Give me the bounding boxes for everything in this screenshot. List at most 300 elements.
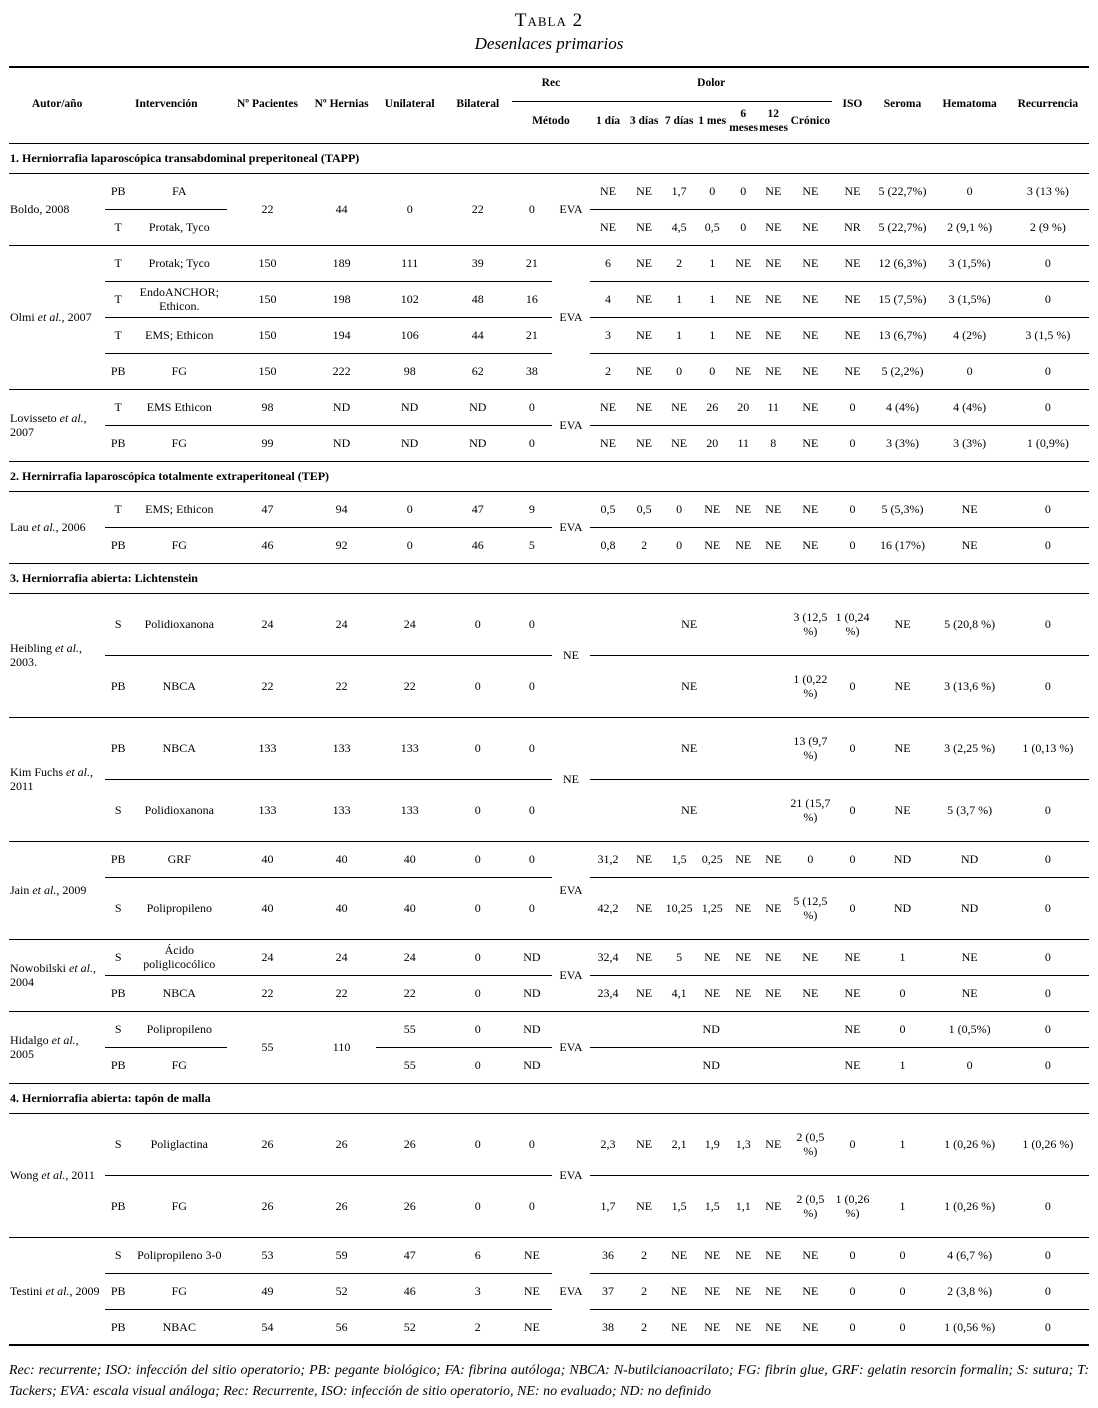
cell-value: 1 (0,24 %): [832, 593, 872, 655]
cell-value: 8: [758, 425, 788, 461]
cell-value: ND: [590, 1047, 832, 1083]
cell-value: NE: [590, 173, 626, 209]
cell-unilateral: 26: [376, 1113, 444, 1175]
cell-tipo: PB: [105, 1273, 131, 1309]
table-row: [9, 353, 1089, 389]
cell-hernias: ND: [308, 389, 376, 425]
cell-value: 2: [590, 353, 626, 389]
cell-unilateral: 55: [376, 1011, 444, 1047]
cell-value: NE: [832, 975, 872, 1011]
cell-value: 1 (0,56 %): [933, 1309, 1007, 1345]
cell-value: 1 (0,22 %): [788, 655, 832, 717]
cell-value: 0: [933, 173, 1007, 209]
cell-tipo: S: [105, 593, 131, 655]
cell-value: NE: [758, 1309, 788, 1345]
cell-pacientes: 53: [227, 1237, 307, 1273]
cell-value: 0: [662, 491, 696, 527]
cell-value: NE: [662, 1309, 696, 1345]
cell-value: 2,3: [590, 1113, 626, 1175]
cell-value: NE: [626, 841, 662, 877]
cell-rec: ND: [512, 975, 552, 1011]
cell-value: 1 (0,26 %): [933, 1113, 1007, 1175]
cell-rec: 0: [512, 425, 552, 461]
cell-bilateral: 48: [444, 281, 512, 317]
cell-value: 0: [728, 173, 758, 209]
cell-rec: 21: [512, 317, 552, 353]
cell-value: 0: [1007, 281, 1089, 317]
cell-value: NE: [832, 1011, 872, 1047]
cell-pacientes: 150: [227, 245, 307, 281]
cell-metodo: EVA: [552, 1113, 590, 1237]
col-header-dolor-1dia: 1 día: [596, 115, 621, 128]
cell-bilateral: 0: [444, 1113, 512, 1175]
cell-value: 1,7: [590, 1175, 626, 1237]
cell-value: 31,2: [590, 841, 626, 877]
cell-value: NE: [728, 527, 758, 563]
cell-tipo: PB: [105, 841, 131, 877]
section-row: [9, 1083, 1089, 1113]
cell-unilateral: 111: [376, 245, 444, 281]
col-header-dolor-6meses: 6 meses: [729, 108, 758, 134]
cell-value: NE: [758, 353, 788, 389]
cell-bilateral: 47: [444, 491, 512, 527]
cell-bilateral: 0: [444, 717, 512, 779]
cell-tipo: PB: [105, 527, 131, 563]
cell-value: NE: [590, 209, 626, 245]
cell-value: NE: [758, 877, 788, 939]
cell-rec: 21: [512, 245, 552, 281]
cell-unilateral: 106: [376, 317, 444, 353]
cell-value: 0: [1007, 593, 1089, 655]
cell-material: NBAC: [131, 1309, 227, 1345]
cell-hernias: 52: [308, 1273, 376, 1309]
cell-unilateral: 0: [376, 527, 444, 563]
cell-bilateral: 0: [444, 975, 512, 1011]
section-heading: 4. Herniorrafia abierta: tapón de malla: [9, 1083, 1089, 1113]
cell-bilateral: 0: [444, 779, 512, 841]
cell-metodo: EVA: [552, 1011, 590, 1083]
cell-material: EMS; Ethicon: [131, 491, 227, 527]
col-group-dolor: Dolor: [590, 67, 832, 101]
cell-value: 0: [832, 1309, 872, 1345]
cell-value: 0: [1007, 975, 1089, 1011]
table-row: [9, 491, 1089, 527]
cell-hernias: 198: [308, 281, 376, 317]
cell-value: 0: [832, 655, 872, 717]
cell-rec: ND: [512, 1047, 552, 1083]
cell-value: NE: [788, 317, 832, 353]
cell-pacientes: 40: [227, 841, 307, 877]
cell-value: 2 (0,5 %): [788, 1175, 832, 1237]
section-row: [9, 143, 1089, 173]
cell-value: 23,4: [590, 975, 626, 1011]
table-row: [9, 1273, 1089, 1309]
cell-pacientes: 98: [227, 389, 307, 425]
cell-bilateral: 0: [444, 1047, 512, 1083]
cell-value: NE: [788, 491, 832, 527]
cell-value: 0: [1007, 1237, 1089, 1273]
table-row: [9, 425, 1089, 461]
cell-value: NE: [696, 975, 728, 1011]
cell-value: NE: [626, 317, 662, 353]
cell-metodo: NE: [552, 593, 590, 717]
cell-tipo: PB: [105, 655, 131, 717]
cell-pacientes: 26: [227, 1113, 307, 1175]
cell-value: NE: [590, 717, 788, 779]
cell-value: NE: [788, 1309, 832, 1345]
cell-value: 5 (22,7%): [872, 209, 932, 245]
cell-unilateral: 22: [376, 975, 444, 1011]
cell-value: NE: [758, 245, 788, 281]
cell-tipo: T: [105, 209, 131, 245]
cell-value: ND: [933, 877, 1007, 939]
cell-bilateral: 0: [444, 655, 512, 717]
section-row: [9, 461, 1089, 491]
cell-tipo: PB: [105, 353, 131, 389]
cell-value: NE: [832, 353, 872, 389]
cell-bilateral: 46: [444, 527, 512, 563]
cell-pacientes: 24: [227, 939, 307, 975]
cell-tipo: T: [105, 389, 131, 425]
cell-value: NE: [728, 1237, 758, 1273]
cell-value: 3: [590, 317, 626, 353]
cell-value: 16 (17%): [872, 527, 932, 563]
cell-value: 15 (7,5%): [872, 281, 932, 317]
cell-material: Polipropileno 3-0: [131, 1237, 227, 1273]
cell-hernias: 22: [308, 655, 376, 717]
cell-unilateral: 133: [376, 779, 444, 841]
cell-value: 0: [832, 841, 872, 877]
cell-material: NBCA: [131, 655, 227, 717]
table-subtitle: Desenlaces primarios: [474, 34, 624, 53]
cell-unilateral: 26: [376, 1175, 444, 1237]
cell-bilateral: 22: [444, 173, 512, 245]
cell-value: NE: [832, 1047, 872, 1083]
cell-value: NE: [788, 353, 832, 389]
cell-value: 38: [590, 1309, 626, 1345]
cell-bilateral: 2: [444, 1309, 512, 1345]
cell-unilateral: 24: [376, 939, 444, 975]
cell-material: FG: [131, 353, 227, 389]
cell-value: 20: [728, 389, 758, 425]
cell-metodo: EVA: [552, 491, 590, 563]
col-header-recurrencia: Recurrencia: [1017, 98, 1079, 111]
cell-author: Boldo, 2008: [9, 173, 105, 245]
cell-value: 11: [758, 389, 788, 425]
cell-material: EndoANCHOR; Ethicon.: [131, 281, 227, 317]
cell-author: Jain et al., 2009: [9, 841, 105, 939]
table-row: [9, 975, 1089, 1011]
cell-unilateral: 52: [376, 1309, 444, 1345]
cell-value: 5 (3,7 %): [933, 779, 1007, 841]
cell-hernias: 194: [308, 317, 376, 353]
cell-value: 4,5: [662, 209, 696, 245]
cell-hernias: 133: [308, 717, 376, 779]
table-row: [9, 1175, 1089, 1237]
table-header: [9, 67, 1089, 143]
cell-unilateral: 47: [376, 1237, 444, 1273]
cell-value: 12 (6,3%): [872, 245, 932, 281]
cell-value: NE: [626, 975, 662, 1011]
section-heading: 1. Herniorrafia laparoscópica transabdominal preperitoneal (TAPP): [9, 143, 1089, 173]
cell-material: Polipropileno: [131, 877, 227, 939]
cell-value: 3 (1,5%): [933, 245, 1007, 281]
cell-value: 3 (2,25 %): [933, 717, 1007, 779]
cell-value: 0,5: [590, 491, 626, 527]
cell-bilateral: 0: [444, 841, 512, 877]
cell-value: NE: [590, 425, 626, 461]
cell-pacientes: 150: [227, 353, 307, 389]
cell-author: Kim Fuchs et al., 2011: [9, 717, 105, 841]
cell-value: 0: [872, 1309, 932, 1345]
cell-rec: NE: [512, 1273, 552, 1309]
cell-hernias: 40: [308, 877, 376, 939]
section-heading: 2. Hernirrafia laparoscópica totalmente extraperitoneal (TEP): [9, 461, 1089, 491]
cell-value: NE: [788, 389, 832, 425]
cell-rec: 0: [512, 1113, 552, 1175]
cell-pacientes: 55: [227, 1011, 307, 1083]
cell-author: Lovisseto et al., 2007: [9, 389, 105, 461]
table-row: [9, 1113, 1089, 1175]
cell-value: 1,1: [728, 1175, 758, 1237]
cell-value: 3 (13,6 %): [933, 655, 1007, 717]
cell-value: 10,25: [662, 877, 696, 939]
cell-tipo: PB: [105, 425, 131, 461]
table-row: [9, 593, 1089, 655]
cell-hernias: 44: [308, 173, 376, 245]
cell-hernias: 110: [308, 1011, 376, 1083]
cell-author: Hidalgo et al., 2005: [9, 1011, 105, 1083]
cell-value: NE: [728, 353, 758, 389]
cell-value: 26: [696, 389, 728, 425]
cell-value: NE: [933, 527, 1007, 563]
cell-unilateral: 55: [376, 1047, 444, 1083]
cell-author: Lau et al., 2006: [9, 491, 105, 563]
cell-value: NE: [626, 425, 662, 461]
cell-value: 0: [933, 353, 1007, 389]
cell-value: NE: [758, 491, 788, 527]
table-row: [9, 877, 1089, 939]
cell-value: 4,1: [662, 975, 696, 1011]
cell-unilateral: ND: [376, 389, 444, 425]
cell-value: 13 (6,7%): [872, 317, 932, 353]
cell-pacientes: 47: [227, 491, 307, 527]
cell-bilateral: 0: [444, 939, 512, 975]
cell-value: NE: [788, 173, 832, 209]
cell-bilateral: 39: [444, 245, 512, 281]
cell-unilateral: 46: [376, 1273, 444, 1309]
cell-author: Testini et al., 2009: [9, 1237, 105, 1345]
cell-unilateral: 0: [376, 173, 444, 245]
cell-hernias: 24: [308, 593, 376, 655]
col-header-iso: ISO: [842, 98, 863, 111]
section-row: [9, 563, 1089, 593]
cell-value: NE: [758, 841, 788, 877]
cell-value: 0: [1007, 491, 1089, 527]
cell-value: 0: [832, 717, 872, 779]
cell-value: 0: [933, 1047, 1007, 1083]
footnote: Rec: recurrente; ISO: infección del sitio operatorio; PB: pegante biológico; FA: fibrina autóloga; NBCA: N-butilcianoacrilato; FG: fibrin glue, GRF: gelatin resorcin formalin; S: sutura; T: Tackers; EVA: escala visual análoga; Rec: Recurrente, ISO: infección de sitio operatorio, NE: no evaluado; ND: no definido: [9, 1363, 1089, 1399]
cell-value: 0: [1007, 877, 1089, 939]
cell-unilateral: 102: [376, 281, 444, 317]
cell-value: NE: [788, 209, 832, 245]
cell-value: 0: [1007, 1047, 1089, 1083]
cell-value: 1: [872, 939, 932, 975]
cell-value: NE: [626, 1113, 662, 1175]
cell-tipo: T: [105, 317, 131, 353]
cell-value: NE: [832, 281, 872, 317]
cell-rec: NE: [512, 1309, 552, 1345]
cell-value: 1 (0,26 %): [1007, 1113, 1089, 1175]
cell-value: 4 (4%): [872, 389, 932, 425]
cell-value: NE: [728, 281, 758, 317]
cell-unilateral: 40: [376, 877, 444, 939]
cell-rec: NE: [512, 1237, 552, 1273]
cell-value: 0: [832, 491, 872, 527]
cell-unilateral: 133: [376, 717, 444, 779]
cell-bilateral: 44: [444, 317, 512, 353]
cell-material: FG: [131, 527, 227, 563]
cell-unilateral: 98: [376, 353, 444, 389]
cell-bilateral: 62: [444, 353, 512, 389]
cell-value: ND: [872, 877, 932, 939]
cell-value: 0: [1007, 1309, 1089, 1345]
cell-rec: 0: [512, 593, 552, 655]
cell-bilateral: 0: [444, 877, 512, 939]
cell-unilateral: 0: [376, 491, 444, 527]
col-header-dolor-cronico: Crónico: [790, 115, 831, 128]
cell-value: 5 (22,7%): [872, 173, 932, 209]
col-header-hematoma: Hematoma: [942, 98, 997, 111]
cell-value: 37: [590, 1273, 626, 1309]
cell-value: NE: [626, 281, 662, 317]
cell-value: NE: [758, 173, 788, 209]
cell-value: 36: [590, 1237, 626, 1273]
cell-value: ND: [933, 841, 1007, 877]
cell-value: 13 (9,7 %): [788, 717, 832, 779]
cell-value: 1 (0,26 %): [933, 1175, 1007, 1237]
col-header-unilateral: Unilateral: [384, 98, 435, 111]
cell-hernias: 56: [308, 1309, 376, 1345]
cell-value: NE: [788, 1273, 832, 1309]
cell-value: NE: [590, 655, 788, 717]
cell-value: 1: [696, 245, 728, 281]
cell-value: 2: [626, 1309, 662, 1345]
cell-material: Polipropileno: [131, 1011, 227, 1047]
cell-value: NE: [728, 491, 758, 527]
cell-value: 0: [832, 1113, 872, 1175]
cell-value: 2,1: [662, 1113, 696, 1175]
cell-value: NE: [832, 173, 872, 209]
cell-value: 4 (6,7 %): [933, 1237, 1007, 1273]
table-row: [9, 1047, 1089, 1083]
cell-rec: 0: [512, 717, 552, 779]
cell-value: 0: [1007, 841, 1089, 877]
cell-value: NE: [662, 1237, 696, 1273]
cell-value: NE: [872, 655, 932, 717]
cell-material: NBCA: [131, 717, 227, 779]
cell-value: 1 (0,13 %): [1007, 717, 1089, 779]
cell-metodo: EVA: [552, 939, 590, 1011]
cell-value: 0: [832, 877, 872, 939]
cell-value: 0: [1007, 655, 1089, 717]
cell-value: NE: [662, 425, 696, 461]
cell-rec: 0: [512, 877, 552, 939]
cell-value: NE: [626, 939, 662, 975]
cell-hernias: 222: [308, 353, 376, 389]
cell-rec: 16: [512, 281, 552, 317]
cell-value: 2: [626, 1273, 662, 1309]
table-row: [9, 527, 1089, 563]
cell-value: NE: [728, 1309, 758, 1345]
cell-author: Olmi et al., 2007: [9, 245, 105, 389]
cell-value: 4: [590, 281, 626, 317]
cell-value: NE: [728, 877, 758, 939]
cell-value: NE: [872, 717, 932, 779]
cell-value: 1,9: [696, 1113, 728, 1175]
cell-value: NE: [933, 491, 1007, 527]
cell-value: 0: [696, 353, 728, 389]
cell-material: FG: [131, 1273, 227, 1309]
cell-tipo: PB: [105, 717, 131, 779]
col-header-intervencion: Intervención: [134, 98, 198, 111]
cell-value: 0: [788, 841, 832, 877]
cell-pacientes: 26: [227, 1175, 307, 1237]
cell-value: 0: [1007, 1273, 1089, 1309]
cell-tipo: T: [105, 281, 131, 317]
cell-value: 1,5: [696, 1175, 728, 1237]
cell-hernias: 59: [308, 1237, 376, 1273]
cell-value: NE: [696, 1237, 728, 1273]
col-header-hernias: Nº Hernias: [314, 98, 369, 111]
cell-value: 6: [590, 245, 626, 281]
cell-tipo: PB: [105, 1047, 131, 1083]
cell-value: NE: [758, 1273, 788, 1309]
cell-hernias: 133: [308, 779, 376, 841]
cell-value: 0: [872, 1011, 932, 1047]
cell-value: NE: [832, 939, 872, 975]
cell-value: 1: [662, 317, 696, 353]
cell-value: NE: [626, 245, 662, 281]
col-header-dolor-12meses: 12 meses: [759, 108, 789, 134]
cell-value: NE: [758, 527, 788, 563]
cell-value: 0,5: [626, 491, 662, 527]
cell-value: NE: [872, 779, 932, 841]
cell-value: 0: [832, 389, 872, 425]
cell-rec: ND: [512, 939, 552, 975]
cell-value: 3 (1,5%): [933, 281, 1007, 317]
cell-value: NE: [728, 939, 758, 975]
cell-rec: 0: [512, 1175, 552, 1237]
cell-value: NE: [590, 389, 626, 425]
cell-tipo: T: [105, 491, 131, 527]
cell-material: Polidioxanona: [131, 779, 227, 841]
table-row: [9, 779, 1089, 841]
cell-rec: 38: [512, 353, 552, 389]
cell-rec: 0: [512, 655, 552, 717]
cell-value: NE: [788, 527, 832, 563]
table-row: [9, 717, 1089, 779]
cell-value: 1,5: [662, 841, 696, 877]
cell-value: 1,25: [696, 877, 728, 939]
cell-bilateral: ND: [444, 389, 512, 425]
cell-value: NE: [832, 245, 872, 281]
cell-value: 1: [872, 1113, 932, 1175]
cell-material: FA: [131, 173, 227, 209]
cell-author: Nowobilski et al., 2004: [9, 939, 105, 1011]
cell-value: NE: [626, 353, 662, 389]
table-row: [9, 317, 1089, 353]
